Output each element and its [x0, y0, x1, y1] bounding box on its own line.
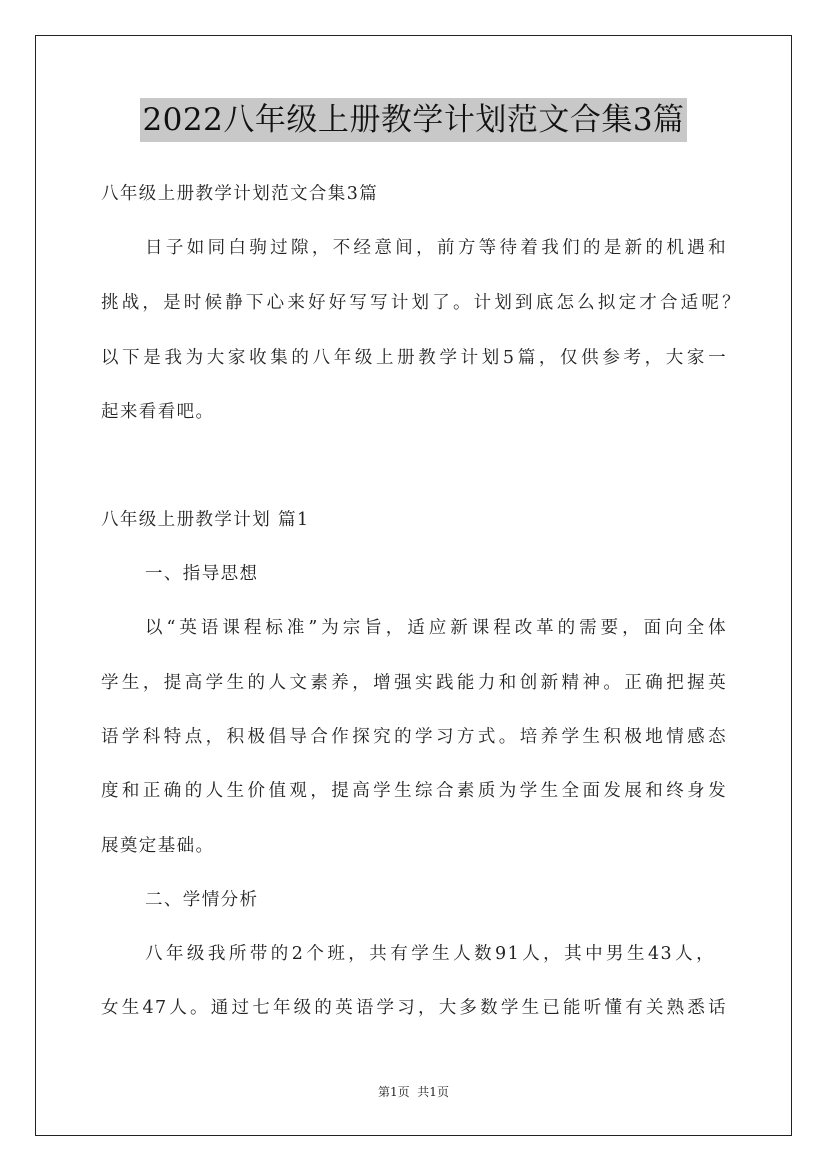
- intro-line-3: 以下是我为大家收集的八年级上册教学计划5篇，仅供参考，大家一: [101, 348, 727, 368]
- intro-line-4: 起来看看吧。: [101, 402, 215, 422]
- para2-line-2: 女生47人。通过七年级的英语学习，大多数学生已能听懂有关熟悉话: [101, 998, 727, 1018]
- para1-line-1: 以“英语课程标准”为宗旨，适应新课程改革的需要，面向全体: [145, 618, 727, 638]
- page-footer: 第1页 共1页: [378, 1085, 449, 1099]
- intro-line-2: 挑战，是时候静下心来好好写写计划了。计划到底怎么拟定才合适呢？: [101, 293, 741, 313]
- para1-line-3: 语学科特点，积极倡导合作探究的学习方式。培养学生积极地情感态: [101, 727, 727, 747]
- para1-line-4: 度和正确的人生价值观，提高学生综合素质为学生全面发展和终身发: [101, 781, 727, 801]
- heading-guiding-ideology: 一、指导思想: [145, 564, 259, 584]
- title-container: [0, 98, 827, 142]
- document-title: 2022八年级上册教学计划范文合集3篇: [140, 98, 686, 142]
- para1-line-5: 展奠定基础。: [101, 836, 215, 856]
- intro-line-1: 日子如同白驹过隙，不经意间，前方等待着我们的是新的机遇和: [145, 238, 727, 258]
- para2-line-1: 八年级我所带的2个班，共有学生人数91人，其中男生43人，: [145, 944, 715, 964]
- heading-student-analysis: 二、学情分析: [145, 890, 259, 910]
- document-subtitle: 八年级上册教学计划范文合集3篇: [101, 184, 379, 204]
- section-title: 八年级上册教学计划 篇1: [101, 510, 310, 530]
- para1-line-2: 学生，提高学生的人文素养，增强实践能力和创新精神。正确把握英: [101, 673, 727, 693]
